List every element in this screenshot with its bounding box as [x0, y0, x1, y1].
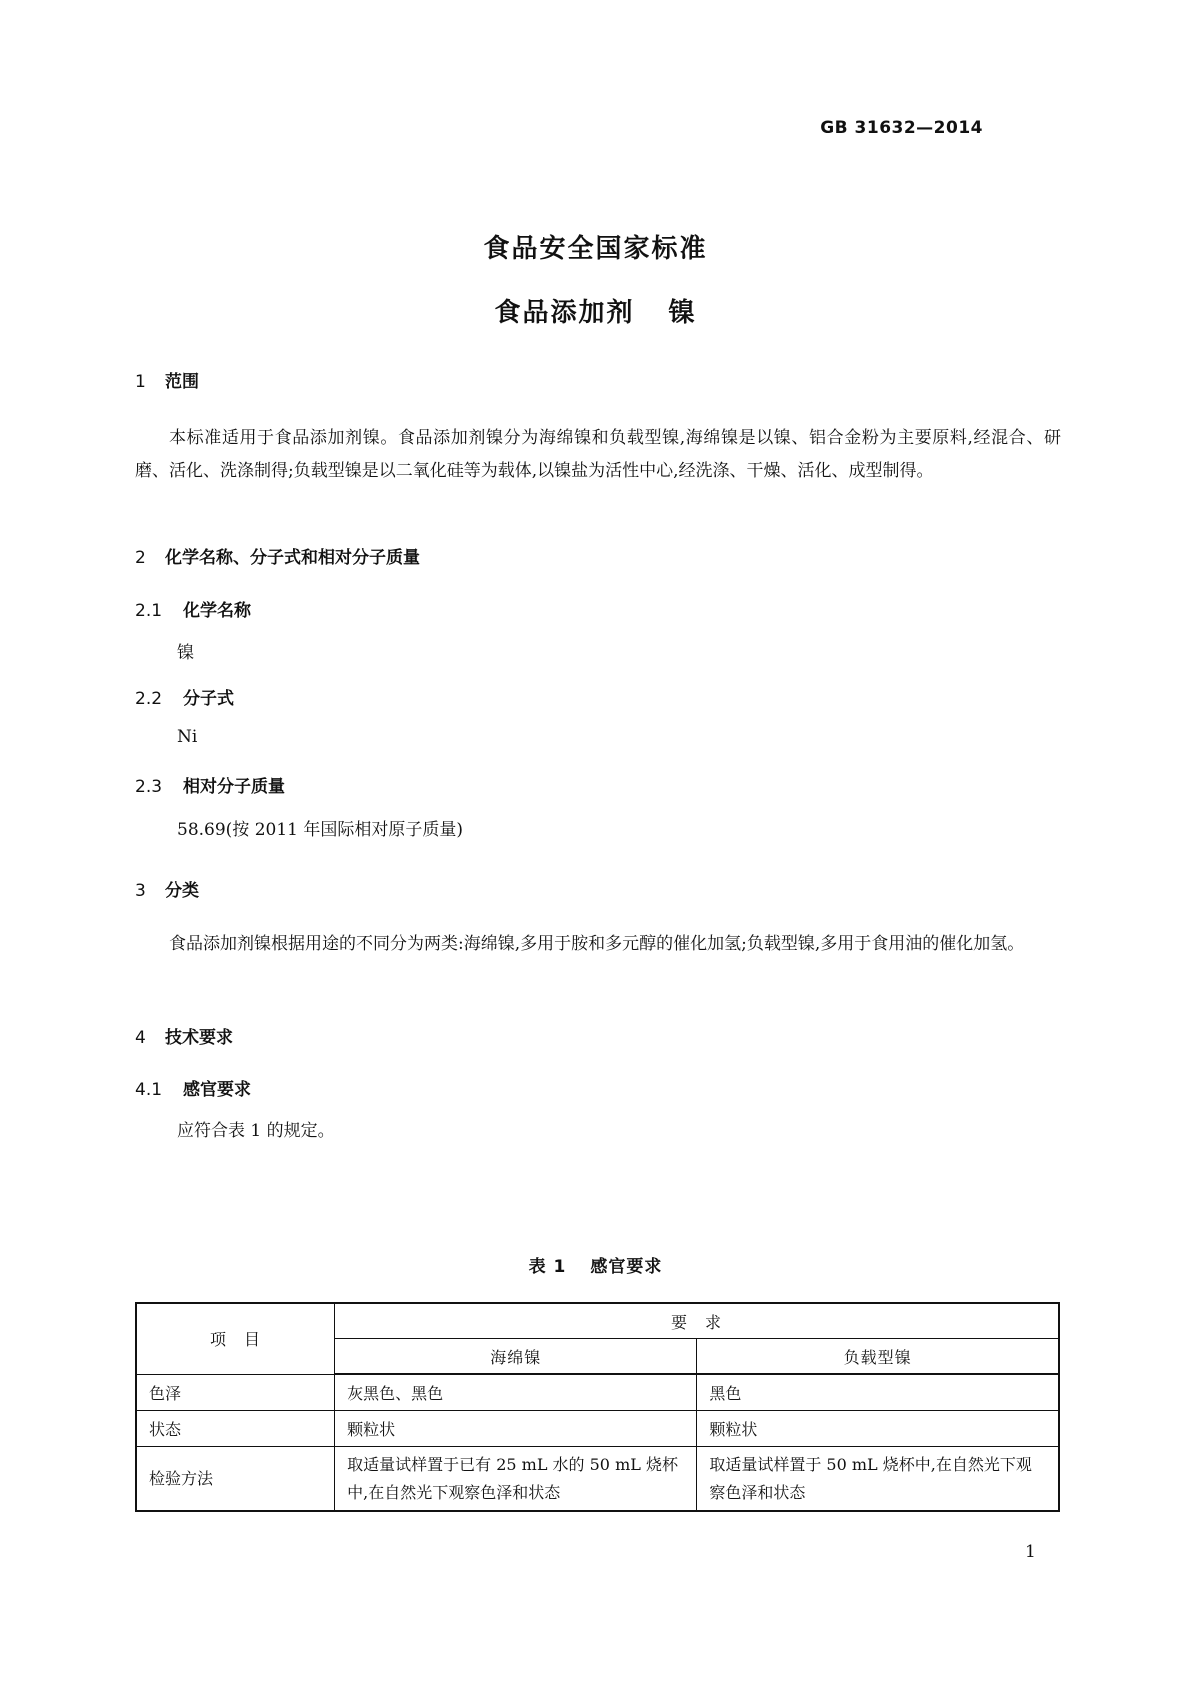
- document-subtitle: [0, 292, 1191, 329]
- section-2-1-heading: [135, 596, 251, 621]
- header-sponge-nickel: 海绵镍: [335, 1339, 697, 1375]
- section-title: 化学名称: [183, 601, 251, 621]
- subtitle-part2: 镍: [668, 298, 697, 328]
- section-number: 2.1: [135, 601, 163, 621]
- section-3-heading: [135, 876, 199, 901]
- section-2-2-heading: [135, 684, 234, 709]
- section-title: 感官要求: [183, 1080, 251, 1100]
- section-number: 2.2: [135, 689, 163, 709]
- table-row: [136, 1411, 1059, 1447]
- section-3-text: 食品添加剂镍根据用途的不同分为两类:海绵镍,多用于胺和多元醇的催化加氢;负载型镍,多用于食用油的催化加氢。: [169, 934, 1025, 954]
- row-sponge-value: 取适量试样置于已有 25 mL 水的 50 mL 烧杯中,在自然光下观察色泽和状态: [335, 1447, 697, 1512]
- section-1-text: 本标准适用于食品添加剂镍。食品添加剂镍分为海绵镍和负载型镍,海绵镍是以镍、铝合金粉为主要原料,经混合、研磨、活化、洗涤制得;负载型镍是以二氧化硅等为载体,以镍盐为活性中心,经洗涤、干燥、活化、成型制得。: [135, 428, 1061, 481]
- section-2-heading: [135, 543, 420, 568]
- section-title: 分子式: [183, 689, 234, 709]
- section-number: 4: [135, 1028, 146, 1048]
- table-row: [136, 1374, 1059, 1411]
- section-title: 相对分子质量: [183, 777, 285, 797]
- section-title: 分类: [165, 881, 199, 901]
- row-sponge-value: 颗粒状: [335, 1411, 697, 1447]
- subtitle-part1: 食品添加剂: [494, 298, 635, 328]
- table-caption-number: 表 1: [528, 1257, 567, 1277]
- section-number: 4.1: [135, 1080, 163, 1100]
- table-row: [136, 1447, 1059, 1512]
- row-sponge-value: 灰黑色、黑色: [335, 1374, 697, 1411]
- section-title: 范围: [165, 372, 199, 392]
- header-item: 项 目: [136, 1303, 335, 1374]
- section-4-1-heading: [135, 1075, 251, 1100]
- table-header-row: [136, 1303, 1059, 1339]
- section-title: 技术要求: [165, 1028, 233, 1048]
- section-number: 1: [135, 372, 146, 392]
- section-number: 3: [135, 881, 146, 901]
- row-item: 状态: [136, 1411, 335, 1447]
- standard-code: GB 31632—2014: [820, 118, 983, 138]
- header-supported-nickel: 负载型镍: [697, 1339, 1059, 1375]
- molecular-mass-value: 58.69(按 2011 年国际相对原子质量): [177, 820, 464, 840]
- section-title: 化学名称、分子式和相对分子质量: [165, 548, 420, 568]
- section-1-heading: [135, 367, 199, 392]
- page-number: 1: [1025, 1542, 1036, 1562]
- section-4-1-text: 应符合表 1 的规定。: [177, 1121, 335, 1141]
- row-supported-value: 取适量试样置于 50 mL 烧杯中,在自然光下观察色泽和状态: [697, 1447, 1059, 1512]
- chemical-name-value: 镍: [177, 643, 194, 663]
- sensory-requirements-table: [135, 1302, 1060, 1512]
- row-item: 色泽: [136, 1374, 335, 1411]
- table-caption-title: 感官要求: [590, 1257, 663, 1277]
- document-title: 食品安全国家标准: [483, 234, 708, 264]
- header-requirement: 要 求: [335, 1303, 1059, 1339]
- row-supported-value: 颗粒状: [697, 1411, 1059, 1447]
- molecular-formula-value: Ni: [177, 727, 198, 747]
- section-4-heading: [135, 1023, 233, 1048]
- row-supported-value: 黑色: [697, 1374, 1059, 1411]
- section-number: 2.3: [135, 777, 163, 797]
- table-caption: [0, 1252, 1191, 1277]
- section-number: 2: [135, 548, 146, 568]
- section-2-3-heading: [135, 772, 285, 797]
- row-item: 检验方法: [136, 1447, 335, 1512]
